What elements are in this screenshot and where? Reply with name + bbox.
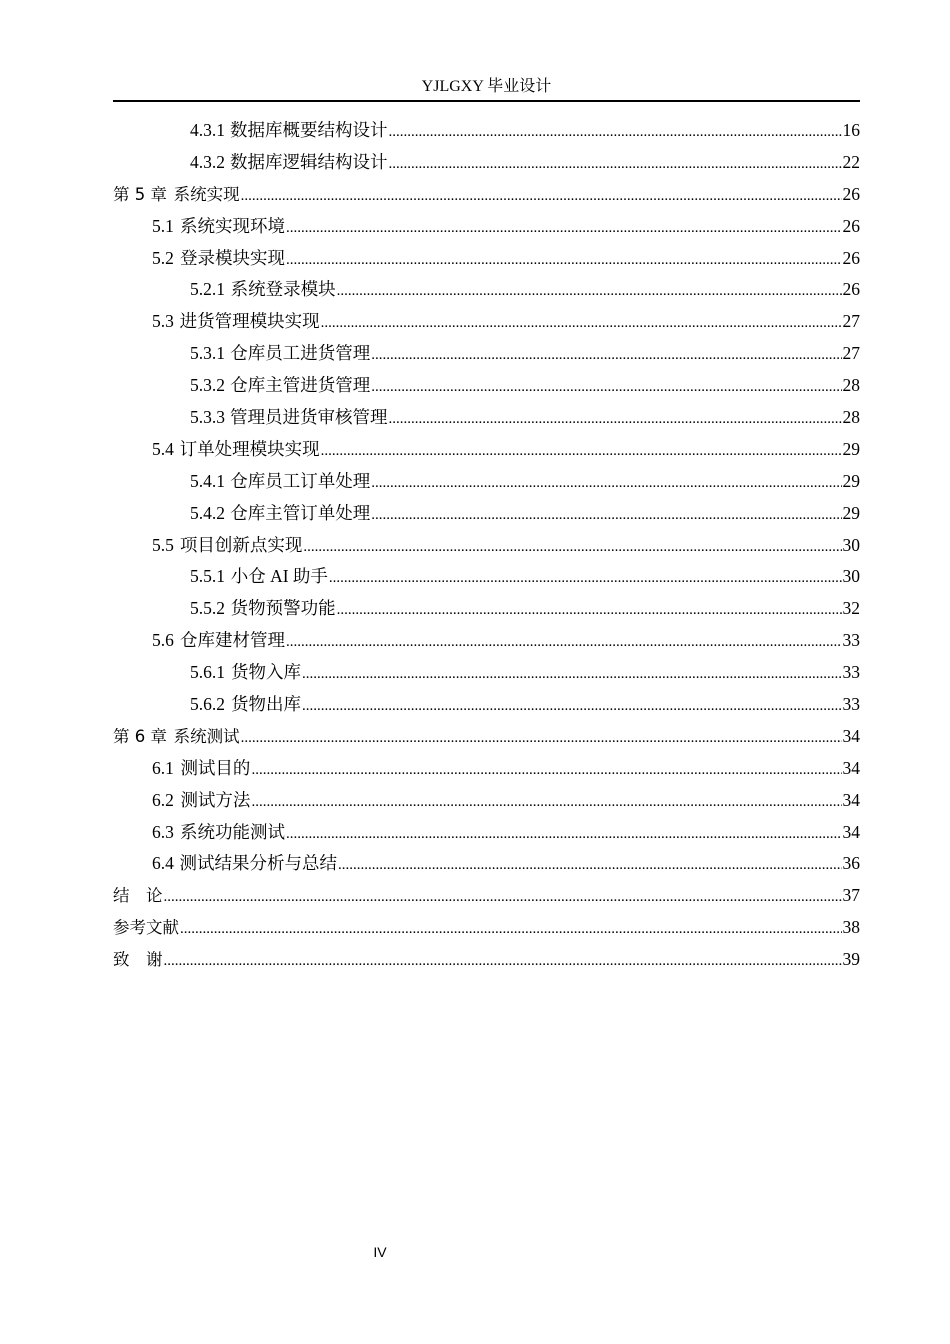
toc-entry-title: 进货管理模块实现 <box>179 311 320 332</box>
table-of-contents <box>113 115 860 976</box>
toc-entry <box>113 179 860 211</box>
toc-entry-number: 5.3.1 <box>190 343 225 364</box>
toc-entry-number: 5.6.2 <box>190 694 225 715</box>
toc-entry-title: 货物预警功能 <box>230 598 336 619</box>
toc-entry-page: 29 <box>842 470 860 491</box>
toc-entry-title: 登录模块实现 <box>180 247 286 268</box>
toc-entry-page: 34 <box>842 789 860 810</box>
toc-entry-title: 仓库员工订单处理 <box>230 470 371 491</box>
toc-entry-number: 5.3.2 <box>190 375 225 396</box>
toc-entry <box>113 848 860 880</box>
toc-entry-number: 5.2.1 <box>190 279 225 300</box>
toc-entry <box>113 817 860 849</box>
toc-entry-number: 5.5.1 <box>190 566 225 587</box>
toc-dot-leader <box>180 912 842 946</box>
toc-dot-leader <box>389 115 842 149</box>
toc-entry-number: 第 5 章 <box>113 184 167 204</box>
toc-entry <box>113 721 860 753</box>
toc-entry-title: 订单处理模块实现 <box>179 438 320 459</box>
toc-entry-page: 33 <box>842 662 860 683</box>
toc-dot-leader <box>303 530 841 564</box>
toc-entry <box>113 689 860 721</box>
toc-entry-page: 39 <box>842 949 860 970</box>
toc-entry-page: 34 <box>842 725 860 746</box>
toc-entry-title: 小仓 AI 助手 <box>230 566 328 587</box>
toc-entry-page: 26 <box>842 215 860 236</box>
toc-entry-title: 货物出库 <box>231 694 301 715</box>
toc-entry-page: 36 <box>842 853 860 874</box>
toc-entry-page: 30 <box>842 566 860 587</box>
toc-dot-leader <box>302 657 842 691</box>
toc-dot-leader <box>286 243 841 277</box>
toc-entry-number: 5.4.2 <box>190 502 225 523</box>
toc-entry-page: 26 <box>842 247 860 268</box>
toc-dot-leader <box>371 370 841 404</box>
toc-entry-page: 28 <box>842 407 860 428</box>
toc-entry-page: 30 <box>842 534 860 555</box>
toc-dot-leader <box>251 753 841 787</box>
toc-dot-leader <box>337 274 842 308</box>
toc-entry-page: 29 <box>842 502 860 523</box>
toc-entry <box>113 785 860 817</box>
toc-entry <box>113 274 860 306</box>
toc-entry <box>113 338 860 370</box>
toc-entry-title: 数据库概要结构设计 <box>230 120 388 140</box>
toc-entry-title: 货物入库 <box>231 662 301 683</box>
toc-entry <box>113 402 860 434</box>
toc-dot-leader <box>302 689 842 723</box>
toc-entry-page: 38 <box>842 917 860 938</box>
toc-entry-title: 仓库主管进货管理 <box>230 375 371 396</box>
toc-entry-title: 结 论 <box>113 886 163 906</box>
toc-entry-title: 仓库建材管理 <box>180 630 286 651</box>
toc-entry <box>113 243 860 275</box>
toc-dot-leader <box>338 848 842 882</box>
toc-dot-leader <box>241 179 842 213</box>
toc-entry-title: 系统功能测试 <box>180 821 286 842</box>
toc-entry <box>113 880 860 912</box>
toc-entry-page: 37 <box>842 885 860 906</box>
toc-entry-title: 测试目的 <box>180 757 251 778</box>
toc-entry-title: 测试方法 <box>180 789 251 810</box>
toc-entry <box>113 147 860 179</box>
toc-entry-title: 致 谢 <box>113 950 163 970</box>
toc-dot-leader <box>337 593 842 627</box>
toc-entry-title: 系统实现环境 <box>180 215 286 236</box>
toc-entry <box>113 211 860 243</box>
toc-dot-leader <box>389 402 842 436</box>
toc-entry-number: 5.5.2 <box>190 598 225 619</box>
toc-entry <box>113 115 860 147</box>
toc-entry-title: 仓库员工进货管理 <box>230 343 371 364</box>
toc-entry-page: 32 <box>842 598 860 619</box>
toc-dot-leader <box>321 434 842 468</box>
toc-entry-title: 系统登录模块 <box>230 279 336 300</box>
toc-entry-page: 28 <box>842 375 860 396</box>
toc-entry-title: 系统测试 <box>173 726 240 746</box>
toc-entry-number: 5.1 <box>152 215 174 236</box>
toc-entry-title: 项目创新点实现 <box>179 534 303 555</box>
toc-entry <box>113 370 860 402</box>
toc-dot-leader <box>371 498 841 532</box>
toc-entry-number: 6.4 <box>152 853 174 874</box>
toc-entry-number: 6.2 <box>152 789 174 810</box>
toc-entry-page: 26 <box>842 183 860 204</box>
toc-entry-page: 29 <box>842 438 860 459</box>
toc-entry <box>113 753 860 785</box>
toc-entry-number: 5.4.1 <box>190 470 225 491</box>
toc-entry-title: 系统实现 <box>173 184 240 204</box>
toc-entry-page: 27 <box>842 343 860 364</box>
toc-entry-title: 仓库主管订单处理 <box>230 502 371 523</box>
toc-entry-number: 4.3.1 <box>190 120 225 140</box>
toc-entry <box>113 561 860 593</box>
toc-entry-number: 5.3.3 <box>190 407 225 428</box>
toc-entry <box>113 944 860 976</box>
toc-entry <box>113 434 860 466</box>
toc-entry-page: 33 <box>842 630 860 651</box>
toc-dot-leader <box>286 211 841 245</box>
toc-entry-page: 22 <box>842 151 860 172</box>
toc-entry-number: 5.5 <box>152 534 174 555</box>
toc-entry-number: 6.1 <box>152 757 174 778</box>
toc-dot-leader <box>371 338 841 372</box>
toc-entry-title: 参考文献 <box>113 918 179 938</box>
toc-entry-number: 5.2 <box>152 247 174 268</box>
toc-entry <box>113 306 860 338</box>
toc-entry <box>113 466 860 498</box>
toc-dot-leader <box>286 625 841 659</box>
toc-dot-leader <box>286 817 841 851</box>
toc-entry-number: 5.6.1 <box>190 662 225 683</box>
toc-entry-page: 34 <box>842 757 860 778</box>
toc-entry-number: 5.4 <box>152 438 174 459</box>
toc-dot-leader <box>251 785 841 819</box>
toc-entry-page: 26 <box>842 279 860 300</box>
toc-dot-leader <box>389 147 842 181</box>
toc-dot-leader <box>329 561 842 595</box>
toc-entry-page: 27 <box>842 311 860 332</box>
toc-entry <box>113 912 860 944</box>
toc-entry-number: 4.3.2 <box>190 151 225 172</box>
toc-entry-title: 管理员进货审核管理 <box>230 407 388 428</box>
toc-entry <box>113 593 860 625</box>
toc-entry-title: 测试结果分析与总结 <box>179 853 337 874</box>
toc-entry-page: 33 <box>842 694 860 715</box>
toc-dot-leader <box>164 880 842 914</box>
toc-entry-title: 数据库逻辑结构设计 <box>230 151 388 172</box>
toc-entry-number: 5.3 <box>152 311 174 332</box>
toc-entry-number: 第 6 章 <box>113 726 167 746</box>
toc-entry-page: 34 <box>842 821 860 842</box>
toc-entry-number: 5.6 <box>152 630 174 651</box>
page-header: YJLGXY 毕业设计 <box>113 76 860 102</box>
toc-dot-leader <box>371 466 841 500</box>
toc-entry <box>113 657 860 689</box>
toc-dot-leader <box>241 721 842 755</box>
toc-entry <box>113 625 860 657</box>
toc-entry-page: 16 <box>842 120 860 140</box>
toc-entry-number: 6.3 <box>152 821 174 842</box>
toc-entry <box>113 530 860 562</box>
toc-dot-leader <box>321 306 842 340</box>
toc-dot-leader <box>164 944 842 978</box>
page-number: IV <box>373 1244 387 1260</box>
toc-entry <box>113 498 860 530</box>
